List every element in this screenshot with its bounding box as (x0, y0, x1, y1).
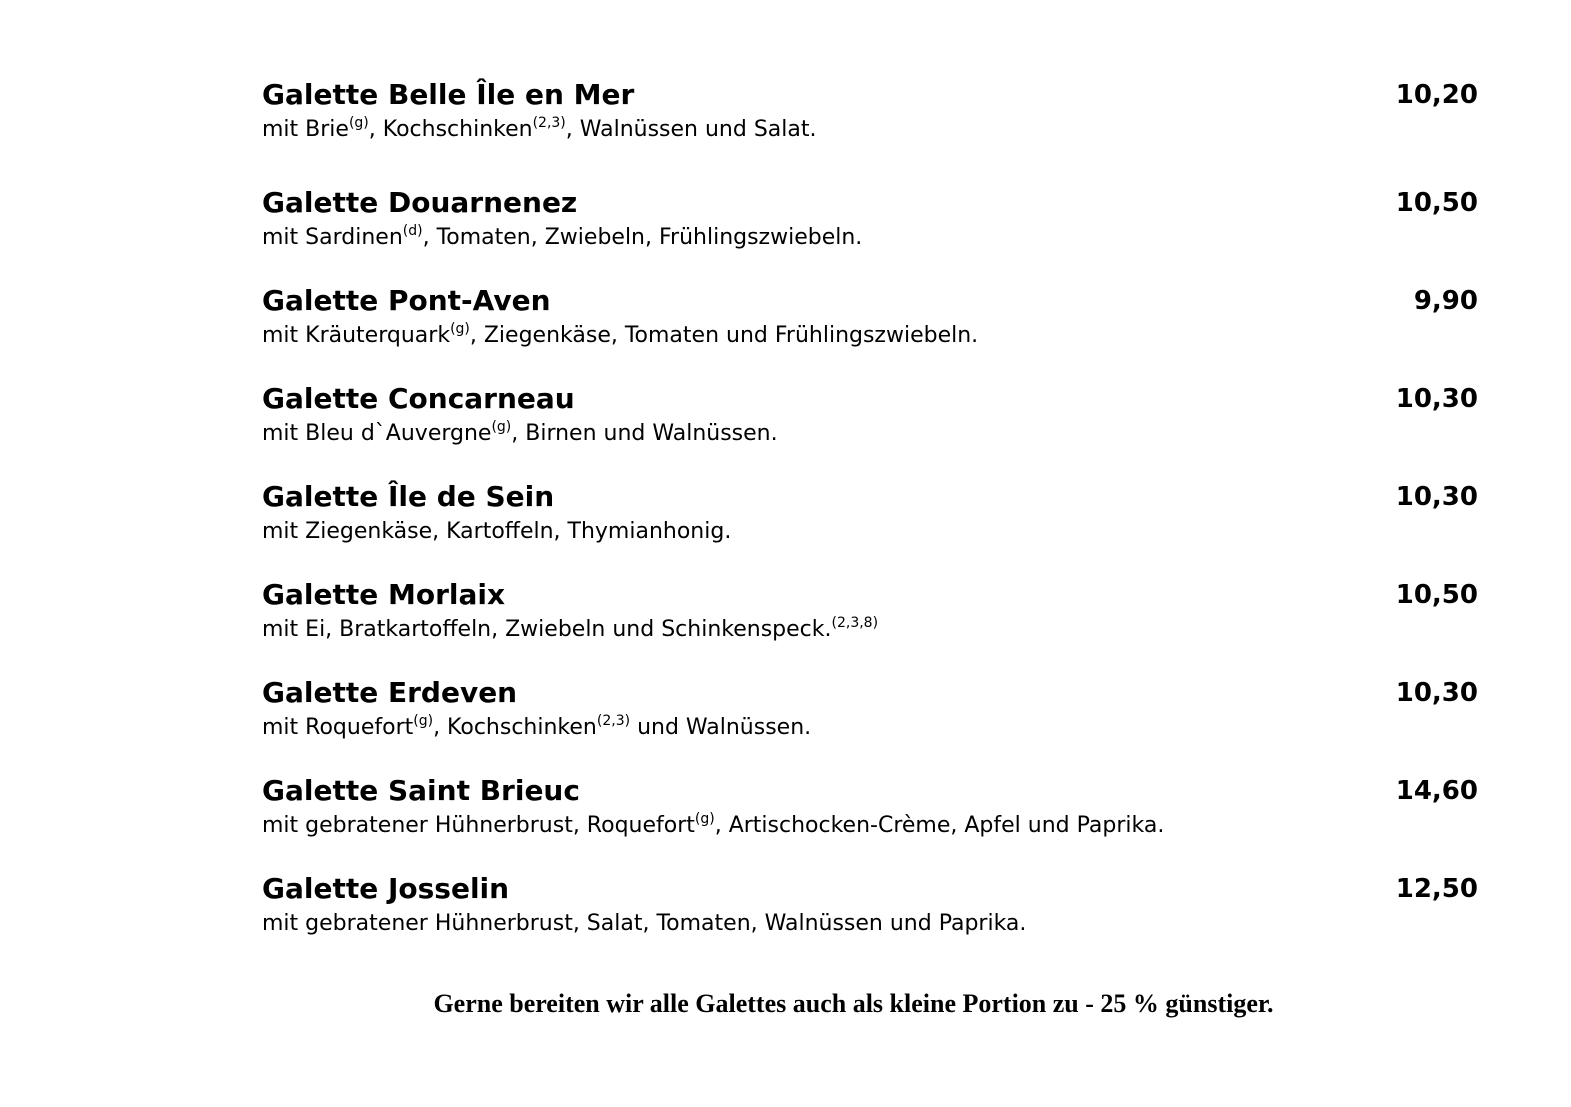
description-text: mit gebratener Hühnerbrust, Salat, Tomaten, Walnüssen und Paprika. (262, 911, 1027, 936)
description-text: , Tomaten, Zwiebeln, Frühlingszwiebeln. (422, 225, 863, 250)
menu-item-name: Galette Île de Sein (262, 480, 555, 513)
menu-item-price: 9,90 (1413, 286, 1478, 316)
menu-item-name: Galette Josselin (262, 872, 510, 905)
description-text: mit Roquefort (262, 715, 414, 740)
menu-item-description (262, 810, 1164, 842)
menu-item-description (262, 516, 731, 548)
description-text: , Artischocken-Crème, Apfel und Paprika. (714, 813, 1165, 838)
allergen-note: (g) (413, 713, 434, 729)
allergen-note: (2,3) (596, 713, 631, 729)
description-text: mit Bleu d`Auvergne (262, 421, 492, 446)
menu-item (262, 282, 1478, 380)
description-text: mit Ei, Bratkartoffeln, Zwiebeln und Schinkenspeck. (262, 617, 832, 642)
menu-item-description (262, 320, 978, 352)
menu-item (262, 184, 1478, 282)
menu-item-price: 10,50 (1395, 188, 1478, 218)
description-text: mit Sardinen (262, 225, 403, 250)
menu-item-description (262, 712, 811, 744)
allergen-note: (2,3) (532, 115, 566, 131)
menu-item-name: Galette Belle Île en Mer (262, 78, 635, 111)
menu-item-price: 10,20 (1395, 80, 1478, 110)
menu-item-price: 10,30 (1395, 384, 1478, 414)
menu-item-name: Galette Morlaix (262, 578, 506, 611)
menu-item-description (262, 114, 817, 146)
description-text: mit Brie (262, 117, 349, 142)
menu-item-price: 10,30 (1395, 482, 1478, 512)
description-text: , Ziegenkäse, Tomaten und Frühlingszwiebeln. (469, 323, 979, 348)
allergen-note: (g) (491, 419, 512, 435)
description-text: mit Ziegenkäse, Kartoffeln, Thymianhonig. (262, 519, 732, 544)
menu-item-price: 12,50 (1395, 874, 1478, 904)
menu-item (262, 478, 1478, 576)
menu-item-name: Galette Douarnenez (262, 186, 578, 219)
menu-item-price: 10,50 (1395, 580, 1478, 610)
menu-item-price: 14,60 (1395, 776, 1478, 806)
allergen-note: (2,3,8) (831, 615, 879, 631)
menu-item-description (262, 908, 1026, 940)
description-text: , Kochschinken (433, 715, 597, 740)
menu-item (262, 576, 1478, 674)
menu-item (262, 674, 1478, 772)
allergen-note: (g) (450, 321, 470, 337)
menu-item-name: Galette Concarneau (262, 382, 575, 415)
menu-item-name: Galette Pont-Aven (262, 284, 551, 317)
small-portion-note: Gerne bereiten wir alle Galettes auch als kleine Portion zu - 25 % günstiger. (433, 989, 1274, 1018)
menu-item-description (262, 222, 862, 254)
menu-item-description (262, 614, 878, 646)
menu-item-name: Galette Saint Brieuc (262, 774, 580, 807)
menu-item-name: Galette Erdeven (262, 676, 518, 709)
description-text: , Walnüssen und Salat. (565, 117, 817, 142)
description-text: und Walnüssen. (630, 715, 812, 740)
allergen-note: (g) (348, 115, 369, 131)
menu-item (262, 76, 1478, 184)
allergen-note: (d) (402, 223, 423, 239)
allergen-note: (g) (694, 811, 715, 827)
menu-item (262, 772, 1478, 870)
menu-item (262, 870, 1478, 968)
description-text: , Birnen und Walnüssen. (511, 421, 778, 446)
galette-menu-list (262, 76, 1478, 968)
description-text: , Kochschinken (368, 117, 533, 142)
menu-item-price: 10,30 (1395, 678, 1478, 708)
description-text: mit Kräuterquark (262, 323, 451, 348)
description-text: mit gebratener Hühnerbrust, Roquefort (262, 813, 695, 838)
menu-item (262, 380, 1478, 478)
menu-item-description (262, 418, 778, 450)
